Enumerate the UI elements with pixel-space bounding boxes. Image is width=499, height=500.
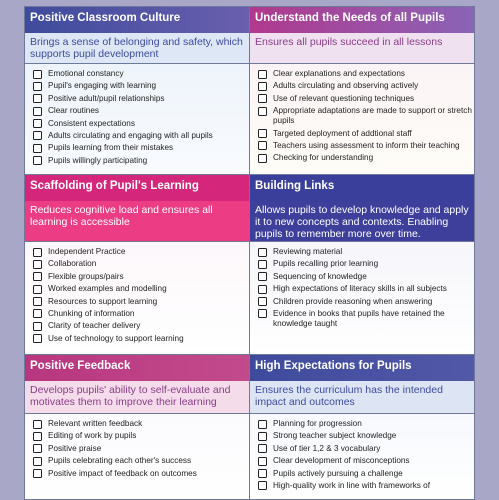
- checklist-item: [33, 156, 245, 166]
- section-scaffolding: [25, 175, 250, 355]
- checkbox[interactable]: [33, 285, 42, 294]
- checklist-item: [33, 431, 245, 441]
- checklist-item: [258, 444, 472, 454]
- checklist-item-label: Teachers using assessment to inform their teaching: [273, 140, 460, 150]
- checklist-item-label: Editing of work by pupils: [48, 431, 137, 441]
- section-title: Positive Feedback: [25, 355, 249, 381]
- checklist-sheet: [24, 6, 475, 500]
- checkbox[interactable]: [258, 82, 267, 91]
- checklist-item: [258, 69, 472, 79]
- checklist-item-label: Pupils celebrating each other's success: [48, 456, 192, 466]
- checklist-item: [33, 119, 245, 129]
- checklist-item: [33, 247, 245, 257]
- section-positive-feedback: [25, 355, 250, 500]
- checklist-item: [258, 431, 472, 441]
- checklist-item-label: Pupils learning from their mistakes: [48, 143, 174, 153]
- section-building-links: [250, 175, 475, 355]
- checklist-item: [258, 284, 472, 294]
- checkbox[interactable]: [258, 248, 267, 257]
- checklist-item: [33, 143, 245, 153]
- section-description: Brings a sense of belonging and safety, which supports pupil development: [25, 33, 249, 63]
- section-title: Scaffolding of Pupil's Learning: [25, 175, 249, 201]
- checklist-item: [258, 153, 472, 163]
- checklist-item-label: Positive impact of feedback on outcomes: [48, 468, 197, 478]
- checklist: [250, 413, 475, 500]
- checklist-item: [258, 259, 472, 269]
- checklist-item: [33, 334, 245, 344]
- checklist: [25, 63, 249, 174]
- section-title: High Expectations for Pupils: [250, 355, 475, 381]
- checklist-item-label: Adults circulating and observing actively: [273, 81, 419, 91]
- checkbox[interactable]: [258, 94, 267, 103]
- checklist: [250, 63, 475, 174]
- checklist-item-label: Adults circulating and engaging with all pupils: [48, 130, 213, 140]
- checklist-item-label: Reviewing material: [273, 247, 343, 256]
- section-title: Positive Classroom Culture: [25, 7, 249, 33]
- checklist-item: [33, 284, 245, 294]
- checkbox[interactable]: [33, 420, 42, 429]
- checkbox[interactable]: [33, 457, 42, 466]
- checkbox[interactable]: [33, 248, 42, 257]
- checklist-item: [258, 469, 472, 479]
- checklist-item-label: Planning for progression: [273, 419, 362, 428]
- section-description: Ensures all pupils succeed in all lessons: [250, 33, 475, 63]
- checklist-item-label: Pupils actively pursuing a challenge: [273, 468, 403, 478]
- checklist-item: [258, 309, 472, 329]
- checklist-item: [258, 456, 472, 466]
- checkbox[interactable]: [33, 334, 42, 343]
- section-description: Develops pupils' ability to self-evaluate and motivates them to improve their learning: [25, 381, 249, 413]
- checkbox[interactable]: [33, 297, 42, 306]
- checklist-item-label: Clarity of teacher delivery: [48, 321, 141, 331]
- section-title: Understand the Needs of all Pupils: [250, 7, 475, 33]
- checklist-item-label: Independent Practice: [48, 247, 126, 256]
- checklist-item: [33, 469, 245, 479]
- checklist-item-label: Evidence in books that pupils have retained the knowledge taught: [273, 308, 445, 328]
- checkbox[interactable]: [33, 260, 42, 269]
- checkbox[interactable]: [258, 260, 267, 269]
- section-description: Allows pupils to develop knowledge and apply it to new concepts and contexts. Enabling pupils to remember more over time.: [250, 201, 475, 241]
- checklist-item-label: Children provide reasoning when answering: [273, 296, 433, 306]
- checkbox[interactable]: [258, 444, 267, 453]
- section-understand-needs: [250, 7, 475, 175]
- checkbox[interactable]: [258, 107, 267, 116]
- checkbox[interactable]: [258, 469, 267, 478]
- checklist-item-label: Use of technology to support learning: [48, 333, 184, 343]
- checklist-item-label: Pupils willingly participating: [48, 155, 148, 165]
- checkbox[interactable]: [33, 94, 42, 103]
- checklist-item-label: Sequencing of knowledge: [273, 271, 367, 281]
- checkbox[interactable]: [33, 131, 42, 140]
- checklist-item-label: Consistent expectations: [48, 118, 135, 128]
- section-description: Reduces cognitive load and ensures all learning is accessible: [25, 201, 249, 241]
- checklist-item-label: High expectations of literacy skills in all subjects: [273, 284, 447, 294]
- checkbox[interactable]: [258, 309, 267, 318]
- checkbox[interactable]: [258, 285, 267, 294]
- checklist: [250, 241, 475, 354]
- checkbox[interactable]: [33, 469, 42, 478]
- checklist-item-label: Checking for understanding: [273, 153, 374, 163]
- checklist-item-label: Strong teacher subject knowledge: [273, 431, 397, 441]
- checklist-item: [33, 321, 245, 331]
- checklist-item-label: Use of tier 1,2 & 3 vocabulary: [273, 443, 381, 453]
- section-description: Ensures the curriculum has the intended impact and outcomes: [250, 381, 475, 413]
- checkbox[interactable]: [258, 481, 267, 490]
- checklist-item: [33, 259, 245, 269]
- checkbox[interactable]: [33, 444, 42, 453]
- checklist-item: [33, 419, 245, 429]
- checklist-item: [258, 419, 472, 429]
- checklist-item: [33, 309, 245, 319]
- checklist-item: [258, 272, 472, 282]
- checkbox[interactable]: [258, 154, 267, 163]
- checklist-item: [258, 481, 472, 491]
- checkbox[interactable]: [33, 272, 42, 281]
- checkbox[interactable]: [33, 107, 42, 116]
- checklist-item: [33, 272, 245, 282]
- checkbox[interactable]: [33, 156, 42, 165]
- checklist-item-label: Emotional constancy: [48, 69, 124, 78]
- checklist: [25, 241, 249, 354]
- checkbox[interactable]: [258, 432, 267, 441]
- checkbox[interactable]: [33, 309, 42, 318]
- checklist-item: [33, 297, 245, 307]
- checklist-item-label: Targeted deployment of addtional staff: [273, 128, 412, 138]
- checklist-item-label: Clear explanations and expectations: [273, 69, 405, 78]
- checklist-item: [258, 106, 472, 126]
- checklist-item-label: Flexible groups/pairs: [48, 271, 124, 281]
- section-positive-classroom-culture: [25, 7, 250, 175]
- checkbox[interactable]: [258, 420, 267, 429]
- checklist-item: [33, 106, 245, 116]
- checklist-item: [258, 94, 472, 104]
- checkbox[interactable]: [33, 322, 42, 331]
- checkbox[interactable]: [33, 82, 42, 91]
- section-title: Building Links: [250, 175, 475, 201]
- checklist: [25, 413, 249, 500]
- checkbox[interactable]: [33, 119, 42, 128]
- checkbox[interactable]: [33, 432, 42, 441]
- checklist-item: [33, 94, 245, 104]
- checklist-item: [258, 129, 472, 139]
- checklist-item-label: Chunking of information: [48, 308, 135, 318]
- checkbox[interactable]: [258, 272, 267, 281]
- checkbox[interactable]: [258, 141, 267, 150]
- checklist-item-label: Appropriate adaptations are made to support or stretch pupils: [273, 106, 472, 126]
- checklist-item: [258, 247, 472, 257]
- checklist-item-label: Clear routines: [48, 106, 99, 116]
- checkbox[interactable]: [258, 70, 267, 79]
- checkbox[interactable]: [258, 297, 267, 306]
- checklist-item: [258, 297, 472, 307]
- checklist-item-label: Worked examples and modelling: [48, 284, 167, 294]
- section-high-expectations: [250, 355, 475, 500]
- checklist-item: [33, 131, 245, 141]
- checklist-item: [33, 444, 245, 454]
- checklist-item-label: Clear development of misconceptions: [273, 456, 410, 466]
- checklist-item-label: Positive adult/pupil relationships: [48, 93, 165, 103]
- checklist-item-label: Pupil's engaging with learning: [48, 81, 157, 91]
- checklist-item-label: High-quality work in line with frameworks of: [273, 480, 430, 490]
- checklist-item: [33, 81, 245, 91]
- checklist-item-label: Use of relevant questioning techniques: [273, 93, 415, 103]
- checklist-item-label: Pupils recalling prior learning: [273, 259, 379, 269]
- checklist-item-label: Collaboration: [48, 259, 97, 269]
- checklist-item: [33, 456, 245, 466]
- checklist-item: [33, 69, 245, 79]
- checklist-item-label: Positive praise: [48, 443, 102, 453]
- checklist-item-label: Relevant written feedback: [48, 419, 143, 428]
- checklist-item: [258, 141, 472, 151]
- checklist-item-label: Resources to support learning: [48, 296, 158, 306]
- checkbox[interactable]: [33, 70, 42, 79]
- checklist-item: [258, 81, 472, 91]
- checkbox[interactable]: [258, 457, 267, 466]
- checkbox[interactable]: [33, 144, 42, 153]
- checkbox[interactable]: [258, 129, 267, 138]
